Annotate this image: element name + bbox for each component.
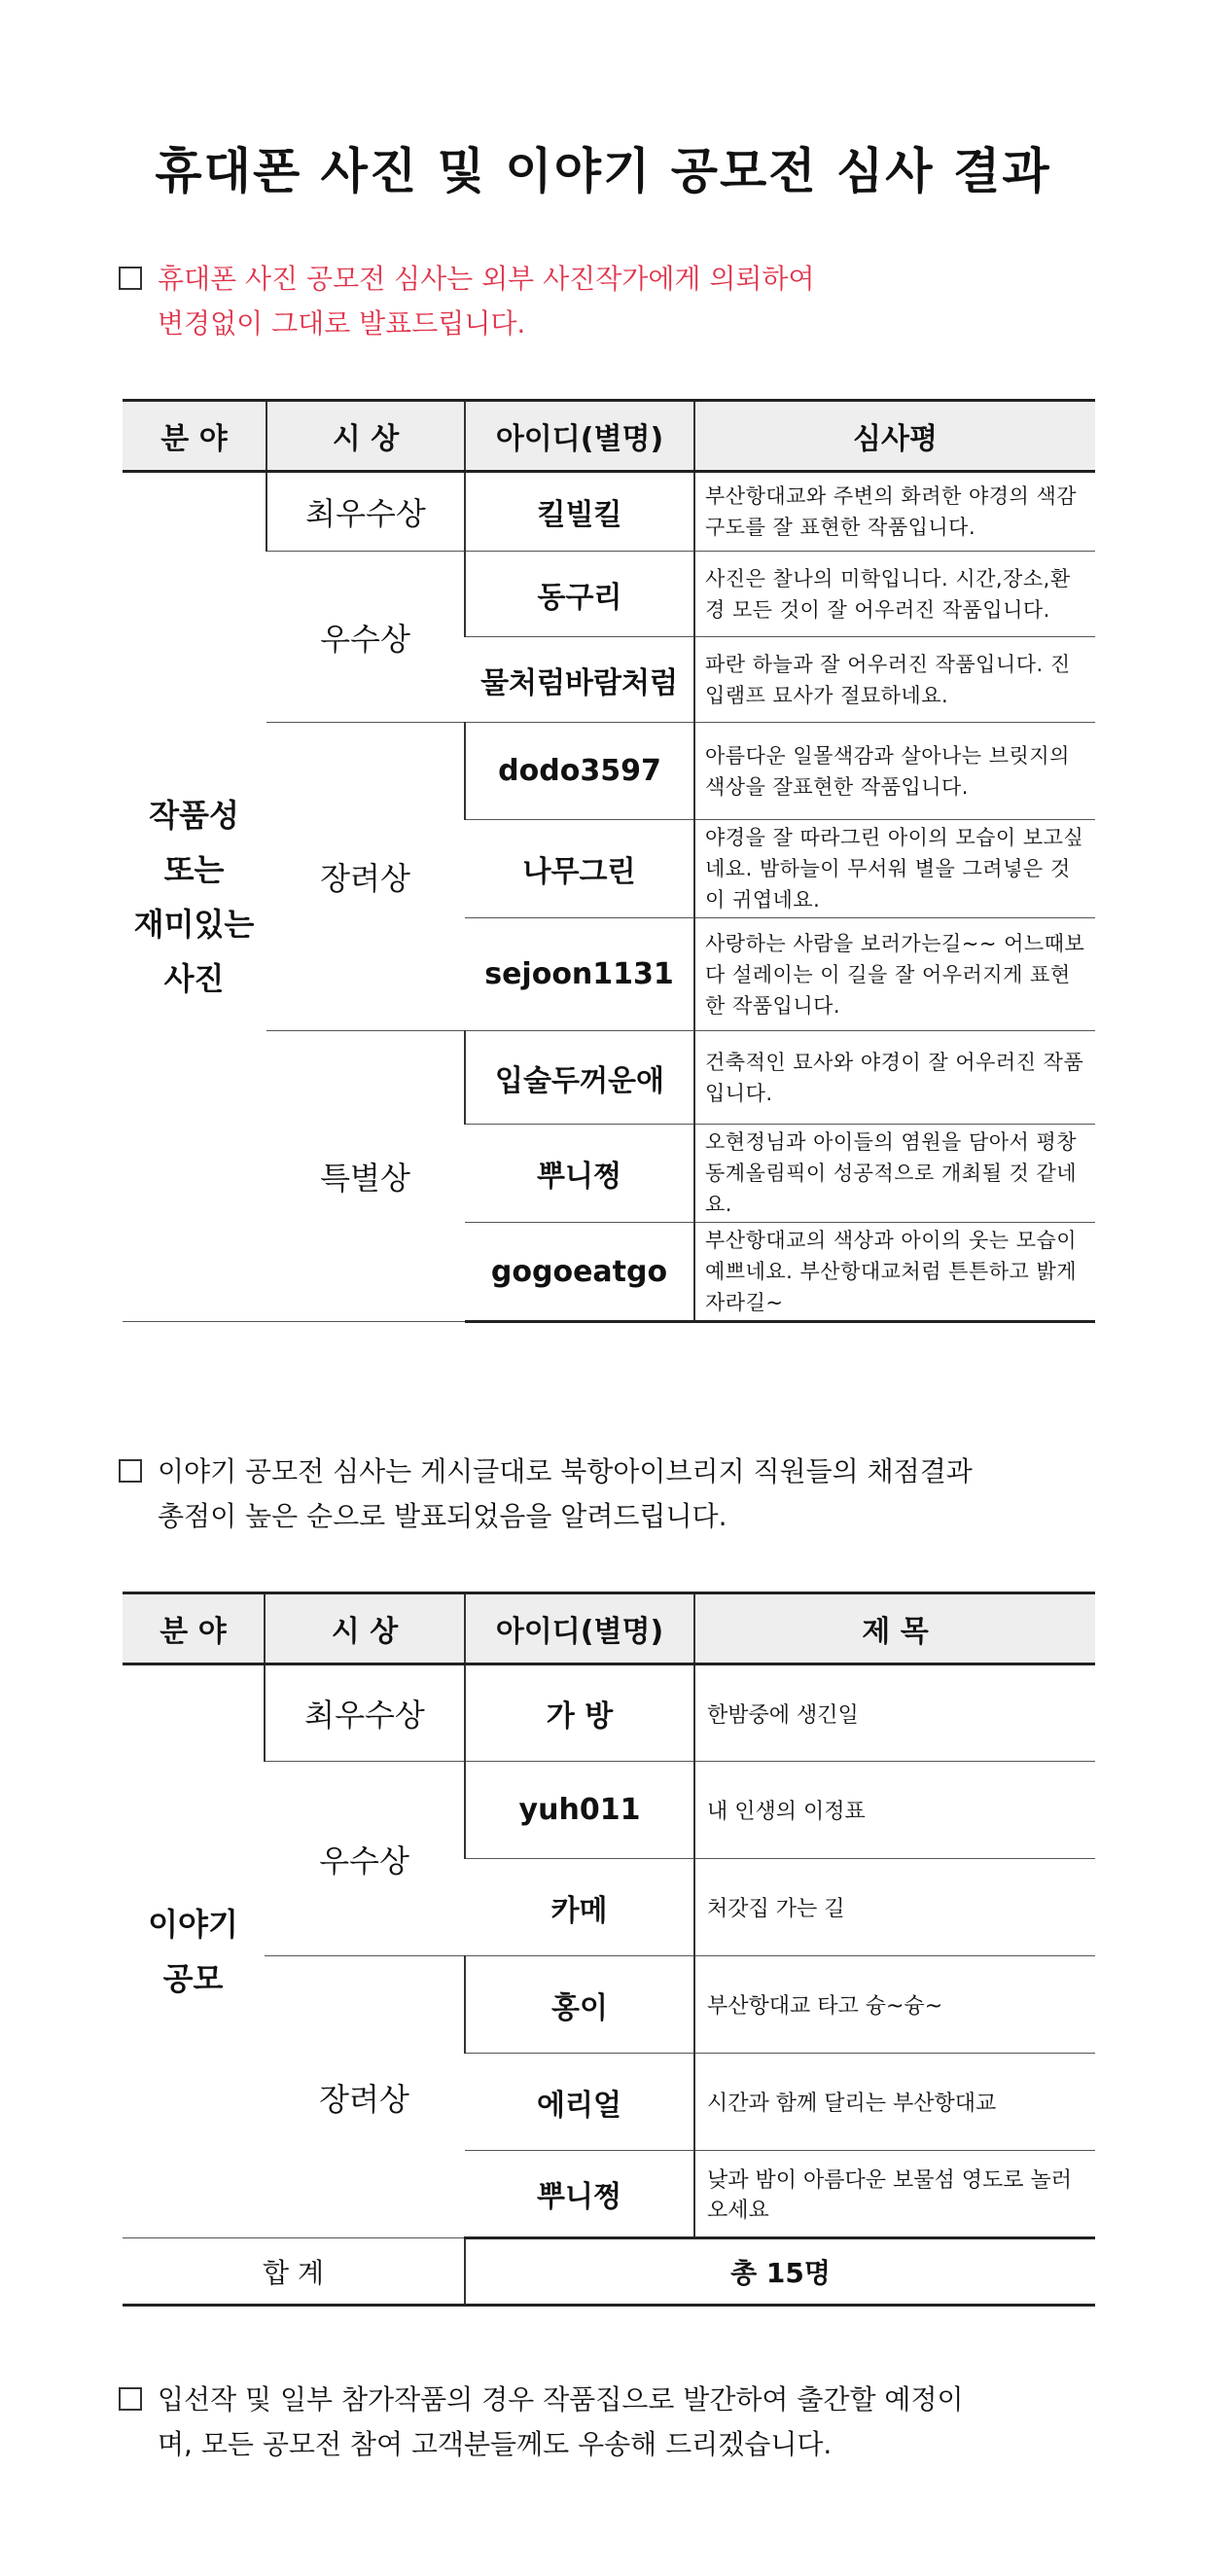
total-row xyxy=(123,2238,1095,2306)
review-cell: 야경을 잘 따라그린 아이의 모습이 보고싶네요. 밤하늘이 무서워 별을 그려넣은 것이 귀엽네요. xyxy=(694,820,1095,918)
category-line: 또는 xyxy=(163,851,225,888)
total-count: 총 15명 xyxy=(730,2257,831,2289)
table-header-row xyxy=(123,1593,1095,1664)
id-cell: sejoon1131 xyxy=(465,918,694,1031)
table-header-row xyxy=(123,401,1095,472)
story-contest-note xyxy=(119,1449,973,1539)
table-row xyxy=(123,1762,1095,1859)
id-cell: 나무그린 xyxy=(465,820,694,918)
total-label: 합 계 xyxy=(123,2238,465,2306)
id-cell: 카메 xyxy=(465,1859,694,1956)
id-cell: dodo3597 xyxy=(465,723,694,820)
award-cell: 우수상 xyxy=(265,1762,465,1956)
review-cell: 부산항대교와 주변의 화려한 야경의 색감 구도를 잘 표현한 작품입니다. xyxy=(694,472,1095,552)
header-award: 시 상 xyxy=(266,401,465,472)
header-review: 심사평 xyxy=(694,401,1095,472)
story-title-cell: 시간과 함께 달리는 부산항대교 xyxy=(694,2054,1095,2151)
table-row xyxy=(123,1956,1095,2054)
header-id: 아이디(별명) xyxy=(465,1593,694,1664)
category-line: 작품성 xyxy=(149,797,239,834)
id-cell: yuh011 xyxy=(465,1762,694,1859)
award-cell: 우수상 xyxy=(266,552,465,723)
checkbox-square-icon xyxy=(119,2387,142,2411)
story-title-cell: 낮과 밤이 아름다운 보물섬 영도로 놀러오세요 xyxy=(694,2151,1095,2238)
award-cell: 장려상 xyxy=(265,1956,465,2238)
review-cell: 파란 하늘과 잘 어우러진 작품입니다. 진입램프 묘사가 절묘하네요. xyxy=(694,637,1095,723)
review-cell: 사랑하는 사람을 보러가는길~~ 어느때보다 설레이는 이 길을 잘 어우러지게 표현한 작품입니다. xyxy=(694,918,1095,1031)
checkbox-square-icon xyxy=(119,1459,142,1483)
award-cell: 최우수상 xyxy=(265,1664,465,1762)
award-cell: 장려상 xyxy=(266,723,465,1031)
final-note xyxy=(119,2378,964,2467)
review-cell: 부산항대교의 색상과 아이의 웃는 모습이 예쁘네요. 부산항대교처럼 튼튼하고 밝게 자라길~ xyxy=(694,1223,1095,1322)
review-cell: 아름다운 일몰색감과 살아나는 브릿지의 색상을 잘표현한 작품입니다. xyxy=(694,723,1095,820)
category-line: 사진 xyxy=(163,960,225,997)
id-cell: 뿌니쩡 xyxy=(465,2151,694,2238)
note-line: 이야기 공모전 심사는 게시글대로 북항아이브리지 직원들의 채점결과 xyxy=(158,1455,973,1487)
category-line: 이야기 xyxy=(148,1906,238,1943)
id-cell: 물처럼바람처럼 xyxy=(465,637,694,723)
table-row xyxy=(123,472,1095,552)
note-line: 휴대폰 사진 공모전 심사는 외부 사진작가에게 의뢰하여 xyxy=(158,263,815,295)
award-cell: 최우수상 xyxy=(266,472,465,552)
id-cell: 킬빌킬 xyxy=(465,472,694,552)
id-cell: 입술두꺼운애 xyxy=(465,1031,694,1125)
page-title: 휴대폰 사진 및 이야기 공모전 심사 결과 xyxy=(155,143,1051,199)
header-title: 제 목 xyxy=(694,1593,1095,1664)
id-cell: gogoeatgo xyxy=(465,1223,694,1322)
header-id: 아이디(별명) xyxy=(465,401,694,472)
total-value xyxy=(465,2238,1095,2306)
category-cell xyxy=(123,472,266,1322)
table-row xyxy=(123,1031,1095,1125)
story-results-table xyxy=(123,1592,1095,2307)
header-field: 분 야 xyxy=(123,401,266,472)
table-row xyxy=(123,723,1095,820)
id-cell: 에리얼 xyxy=(465,2054,694,2151)
id-cell: 뿌니쩡 xyxy=(465,1125,694,1223)
table-row xyxy=(123,1664,1095,1762)
note-line: 며, 모든 공모전 참여 고객분들께도 우송해 드리겠습니다. xyxy=(158,2428,833,2460)
note-line: 입선작 및 일부 참가작품의 경우 작품집으로 발간하여 출간할 예정이 xyxy=(158,2383,964,2415)
story-title-cell: 처갓집 가는 길 xyxy=(694,1859,1095,1956)
story-title-cell: 한밤중에 생긴일 xyxy=(694,1664,1095,1762)
review-cell: 오현정님과 아이들의 염원을 담아서 평창 동계올림픽이 성공적으로 개최될 것 같네요. xyxy=(694,1125,1095,1223)
award-cell: 특별상 xyxy=(266,1031,465,1322)
category-line: 공모 xyxy=(162,1960,224,1997)
review-cell: 사진은 찰나의 미학입니다. 시간,장소,환경 모든 것이 잘 어우러진 작품입니다. xyxy=(694,552,1095,637)
category-cell xyxy=(123,1664,265,2238)
id-cell: 가 방 xyxy=(465,1664,694,1762)
note-line: 변경없이 그대로 발표드립니다. xyxy=(158,307,526,340)
table-row xyxy=(123,552,1095,637)
story-title-cell: 부산항대교 타고 슝~슝~ xyxy=(694,1956,1095,2054)
header-field: 분 야 xyxy=(123,1593,265,1664)
note-line: 총점이 높은 순으로 발표되었음을 알려드립니다. xyxy=(158,1500,727,1532)
header-award: 시 상 xyxy=(265,1593,465,1664)
category-line: 재미있는 xyxy=(133,906,255,943)
id-cell: 동구리 xyxy=(465,552,694,637)
checkbox-square-icon xyxy=(119,267,142,290)
id-cell: 홍이 xyxy=(465,1956,694,2054)
photo-contest-note xyxy=(119,257,815,346)
review-cell: 건축적인 묘사와 야경이 잘 어우러진 작품입니다. xyxy=(694,1031,1095,1125)
story-title-cell: 내 인생의 이정표 xyxy=(694,1762,1095,1859)
photo-results-table xyxy=(123,399,1095,1323)
